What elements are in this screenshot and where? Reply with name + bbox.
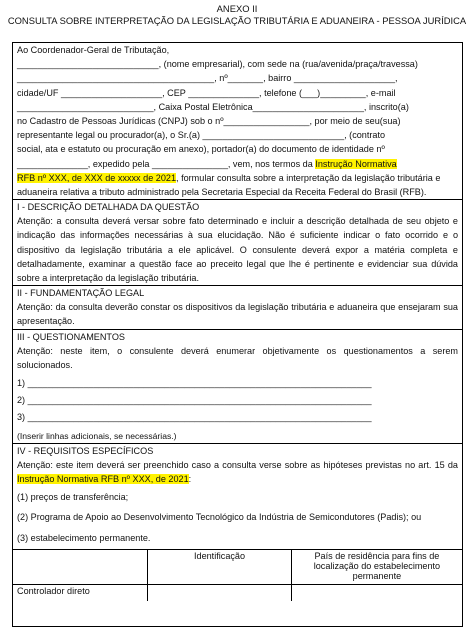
section-questions — [13, 329, 462, 443]
requirements-table — [13, 549, 462, 601]
form-box — [12, 42, 463, 627]
mailbox-line: ___________________________, Caixa Postal Eletrônica______________________, inscrito(a) — [17, 101, 409, 112]
addressee-line: Ao Coordenador-Geral de Tributação, — [17, 45, 170, 55]
section-requirements — [13, 443, 462, 601]
requirement-item-3: (3) estabelecimento permanente. — [17, 532, 151, 543]
document-title: CONSULTA SOBRE INTERPRETAÇÃO DA LEGISLAÇÃO TRIBUTÁRIA E ADUANEIRA - PESSOA JURÍDICA — [7, 15, 467, 26]
section-title: I - DESCRIÇÃO DETALHADA DA QUESTÃO — [17, 202, 200, 213]
section-title: II - FUNDAMENTAÇÃO LEGAL — [17, 288, 145, 299]
table-header-empty — [13, 549, 148, 584]
table-cell-country[interactable] — [291, 584, 462, 601]
section-text-start: Atenção: este item deverá ser preenchido caso a consulta verse sobre as hipóteses previstas no art. 15 da — [17, 459, 458, 470]
table-row — [13, 584, 462, 601]
section-description — [13, 199, 462, 285]
requirement-item-2: (2) Programa de Apoio ao Desenvolvimento Tecnológico da Indústria de Semicondutores (Padis); ou — [17, 512, 422, 523]
city-line: cidade/UF ____________________, CEP ______________, telefone (___)_________, e-mail — [17, 87, 396, 98]
administration-line: aduaneira relativa a tributo administrado pela Secretaria Especial da Receita Federal do Brasil (RFB). — [17, 187, 427, 198]
annex-label: ANEXO II — [216, 3, 258, 14]
section-text: Atenção: neste item, o consulente deverá enumerar objetivamente os questionamentos a serem solucionados. — [17, 345, 458, 370]
section-text: Atenção: a consulta deverá versar sobre fato determinado e incluir a descrição detalhada de seu objeto e indicação das informações necessárias à sua elucidação. Não é suficiente indicar o fato ocorrido e o dispositivo da legislação tributária a ele aplicável. O consulente deverá expor a matéria completa e detalhadamente, examinar a questão face ao preceito legal que lhe é pertinente e evidenciar sua dúvida sobre a interpretação da legislação tributária. — [17, 216, 458, 284]
section-text — [13, 458, 462, 486]
table-header-identification: Identificação — [148, 549, 292, 584]
question-line-3[interactable]: 3) ____________________________________________________________________ — [17, 412, 372, 423]
section-title: IV - REQUISITOS ESPECÍFICOS — [17, 445, 154, 456]
consultation-text: , formular consulta sobre a interpretação da legislação tributária e — [176, 172, 441, 183]
table-header-row — [13, 549, 462, 584]
company-name-line: ____________________________, (nome empresarial), com sede na (rua/avenida/praça/travessa) — [17, 59, 418, 70]
section-legal-basis — [13, 285, 462, 328]
intro-section — [13, 43, 462, 199]
document-page — [0, 3, 474, 628]
cnpj-line: no Cadastro de Pessoas Jurídicas (CNPJ) sob o nº_________________, por meio de seu(sua) — [17, 116, 401, 127]
requirement-item-1: (1) preços de transferência; — [17, 492, 129, 503]
table-row-label: Controlador direto — [13, 584, 148, 601]
representative-line: representante legal ou procurador(a), o Sr.(a) ____________________________, (contrato — [17, 130, 386, 141]
section-text: Atenção: da consulta deverão constar os dispositivos da legislação tributária e aduaneira que ensejaram sua apresentação. — [17, 302, 458, 327]
normative-highlight-2: RFB nº XXX, de XXX de xxxxx de 2021 — [17, 172, 177, 183]
section-title: III - QUESTIONAMENTOS — [17, 331, 125, 342]
identity-line: social, ata e estatuto ou procuração em anexo), portador(a) do documento de identidade nº — [17, 144, 385, 155]
question-line-2[interactable]: 2) ____________________________________________________________________ — [17, 395, 372, 406]
table-header-country: País de residência para fins de localização do estabelecimento permanente — [291, 549, 462, 584]
table-cell-identification[interactable] — [148, 584, 292, 601]
question-line-1[interactable]: 1) ____________________________________________________________________ — [17, 378, 372, 389]
issuer-line — [13, 157, 462, 171]
section-text-end: : — [188, 474, 192, 485]
issuer-text: ______________, expedido pela _______________, vem, nos termos da — [17, 158, 313, 169]
document-header — [0, 3, 474, 27]
normative-highlight-3: Instrução Normativa RFB nº XXX, de 2021 — [17, 474, 189, 485]
normative-line — [13, 171, 462, 185]
address-line: _______________________________________, nº_______, bairro ____________________, — [17, 73, 398, 84]
additional-lines-note: (Inserir linhas adicionais, se necessárias.) — [17, 430, 177, 441]
normative-highlight: Instrução Normativa — [315, 158, 397, 169]
